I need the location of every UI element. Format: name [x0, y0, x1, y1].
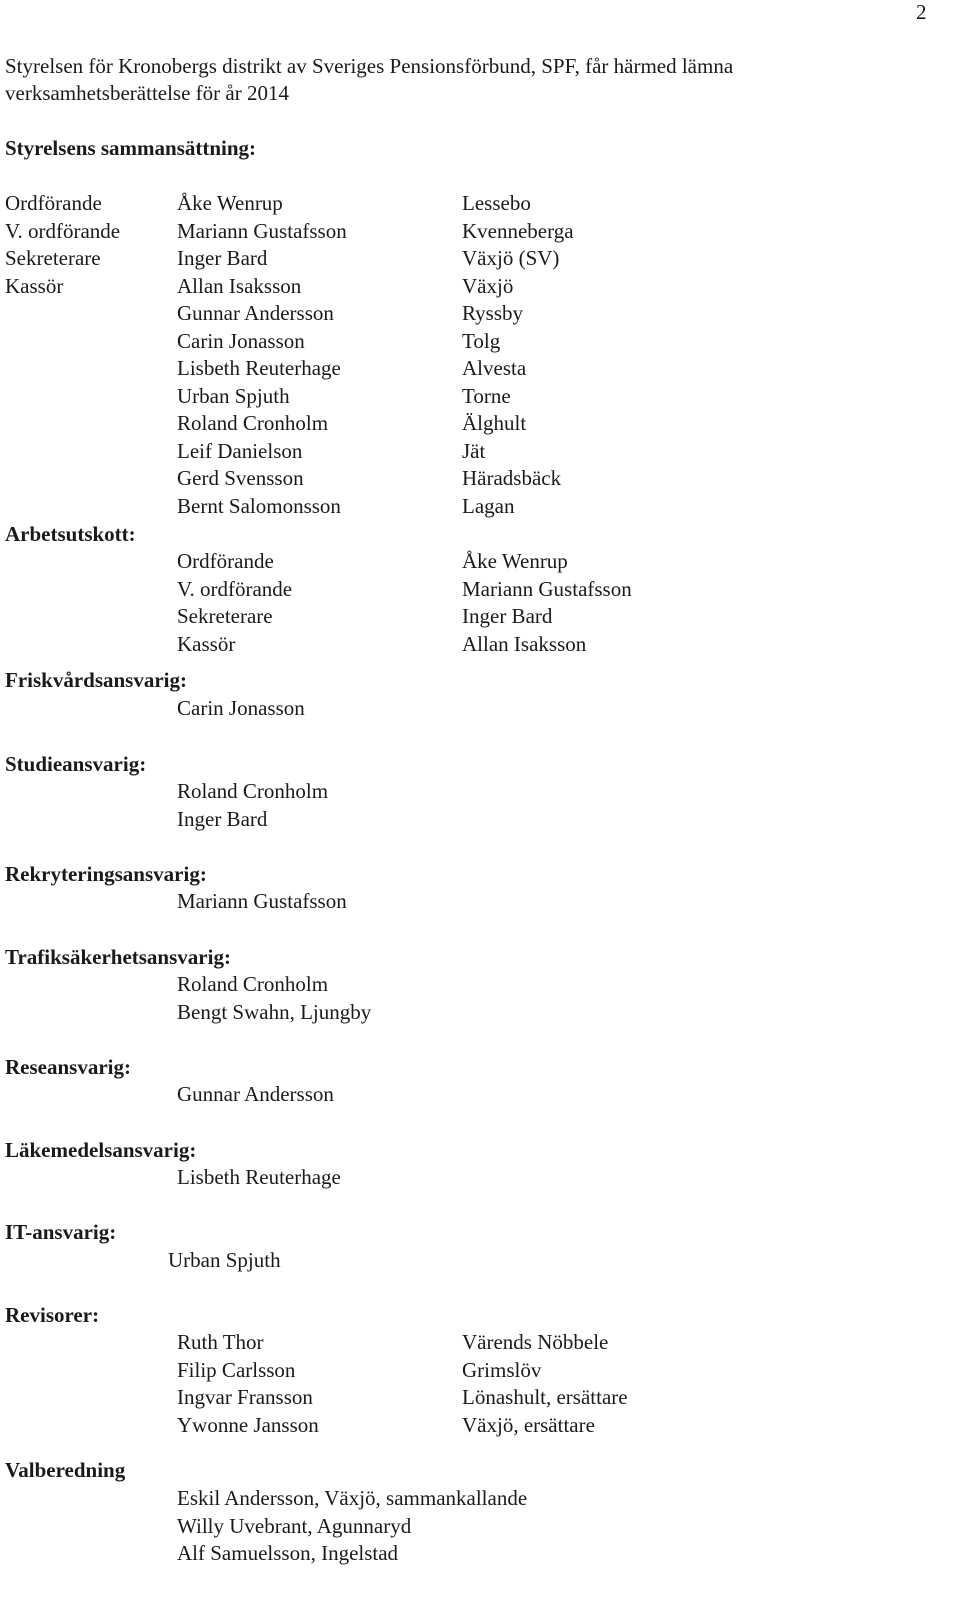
board-name: Carin Jonasson [177, 329, 305, 353]
executive-heading: Arbetsutskott: [5, 522, 136, 546]
traffic-name: Roland Cronholm [177, 972, 329, 996]
health-name: Carin Jonasson [177, 696, 305, 720]
board-name: Urban Spjuth [177, 384, 290, 408]
nomination-name: Alf Samuelsson, Ingelstad [177, 1541, 399, 1565]
study-name: Roland Cronholm [177, 779, 329, 803]
medicine-heading: Läkemedelsansvarig: [5, 1138, 197, 1162]
health-heading: Friskvårdsansvarig: [5, 668, 188, 692]
executive-role: Ordförande [177, 549, 274, 573]
recruitment-heading: Rekryteringsansvarig: [5, 862, 207, 886]
board-name: Bernt Salomonsson [177, 494, 341, 518]
auditors-heading: Revisorer: [5, 1303, 100, 1327]
board-name: Roland Cronholm [177, 411, 329, 435]
traffic-name: Bengt Swahn, Ljungby [177, 1000, 372, 1024]
board-place: Lagan [462, 494, 515, 518]
board-name: Gunnar Andersson [177, 301, 334, 325]
board-place: Älghult [462, 411, 527, 435]
board-place: Alvesta [462, 356, 527, 380]
auditor-place: Grimslöv [462, 1358, 542, 1382]
executive-name: Allan Isaksson [462, 632, 587, 656]
board-name: Leif Danielson [177, 439, 303, 463]
study-name: Inger Bard [177, 807, 268, 831]
board-name: Mariann Gustafsson [177, 219, 347, 243]
board-place: Torne [462, 384, 511, 408]
it-heading: IT-ansvarig: [5, 1220, 117, 1244]
board-name: Gerd Svensson [177, 466, 304, 490]
board-place: Ryssby [462, 301, 524, 325]
nomination-name: Eskil Andersson, Växjö, sammankallande [177, 1486, 528, 1510]
intro-line-2: verksamhetsberättelse för år 2014 [5, 81, 289, 105]
traffic-heading: Trafiksäkerhetsansvarig: [5, 945, 231, 969]
board-name: Allan Isaksson [177, 274, 302, 298]
executive-role: V. ordförande [177, 577, 293, 601]
board-place: Tolg [462, 329, 501, 353]
auditor-name: Ingvar Fransson [177, 1385, 313, 1409]
board-place: Häradsbäck [462, 466, 562, 490]
board-place: Lessebo [462, 191, 531, 215]
auditor-name: Filip Carlsson [177, 1358, 296, 1382]
board-name: Åke Wenrup [177, 191, 283, 215]
travel-name: Gunnar Andersson [177, 1082, 334, 1106]
auditor-name: Ruth Thor [177, 1330, 264, 1354]
board-heading: Styrelsens sammansättning: [5, 136, 257, 160]
board-name: Lisbeth Reuterhage [177, 356, 341, 380]
board-role: Kassör [5, 274, 64, 298]
board-place: Kvenneberga [462, 219, 574, 243]
executive-name: Mariann Gustafsson [462, 577, 632, 601]
board-place: Växjö (SV) [462, 246, 560, 270]
travel-heading: Reseansvarig: [5, 1055, 131, 1079]
executive-name: Inger Bard [462, 604, 553, 628]
executive-role: Sekreterare [177, 604, 273, 628]
executive-name: Åke Wenrup [462, 549, 568, 573]
recruitment-name: Mariann Gustafsson [177, 889, 347, 913]
auditor-place: Växjö, ersättare [462, 1413, 595, 1437]
auditor-place: Lönashult, ersättare [462, 1385, 628, 1409]
it-name: Urban Spjuth [168, 1248, 281, 1272]
board-place: Jät [462, 439, 486, 463]
auditor-place: Värends Nöbbele [462, 1330, 609, 1354]
intro-line-1: Styrelsen för Kronobergs distrikt av Sveriges Pensionsförbund, SPF, får härmed lämna [5, 54, 734, 78]
auditor-name: Ywonne Jansson [177, 1413, 319, 1437]
study-heading: Studieansvarig: [5, 752, 147, 776]
page-number: 2 [916, 0, 927, 24]
executive-role: Kassör [177, 632, 236, 656]
board-role: Ordförande [5, 191, 102, 215]
nomination-heading: Valberedning [5, 1458, 126, 1482]
nomination-name: Willy Uvebrant, Agunnaryd [177, 1514, 412, 1538]
board-name: Inger Bard [177, 246, 268, 270]
board-role: V. ordförande [5, 219, 121, 243]
medicine-name: Lisbeth Reuterhage [177, 1165, 341, 1189]
board-role: Sekreterare [5, 246, 101, 270]
board-place: Växjö [462, 274, 514, 298]
